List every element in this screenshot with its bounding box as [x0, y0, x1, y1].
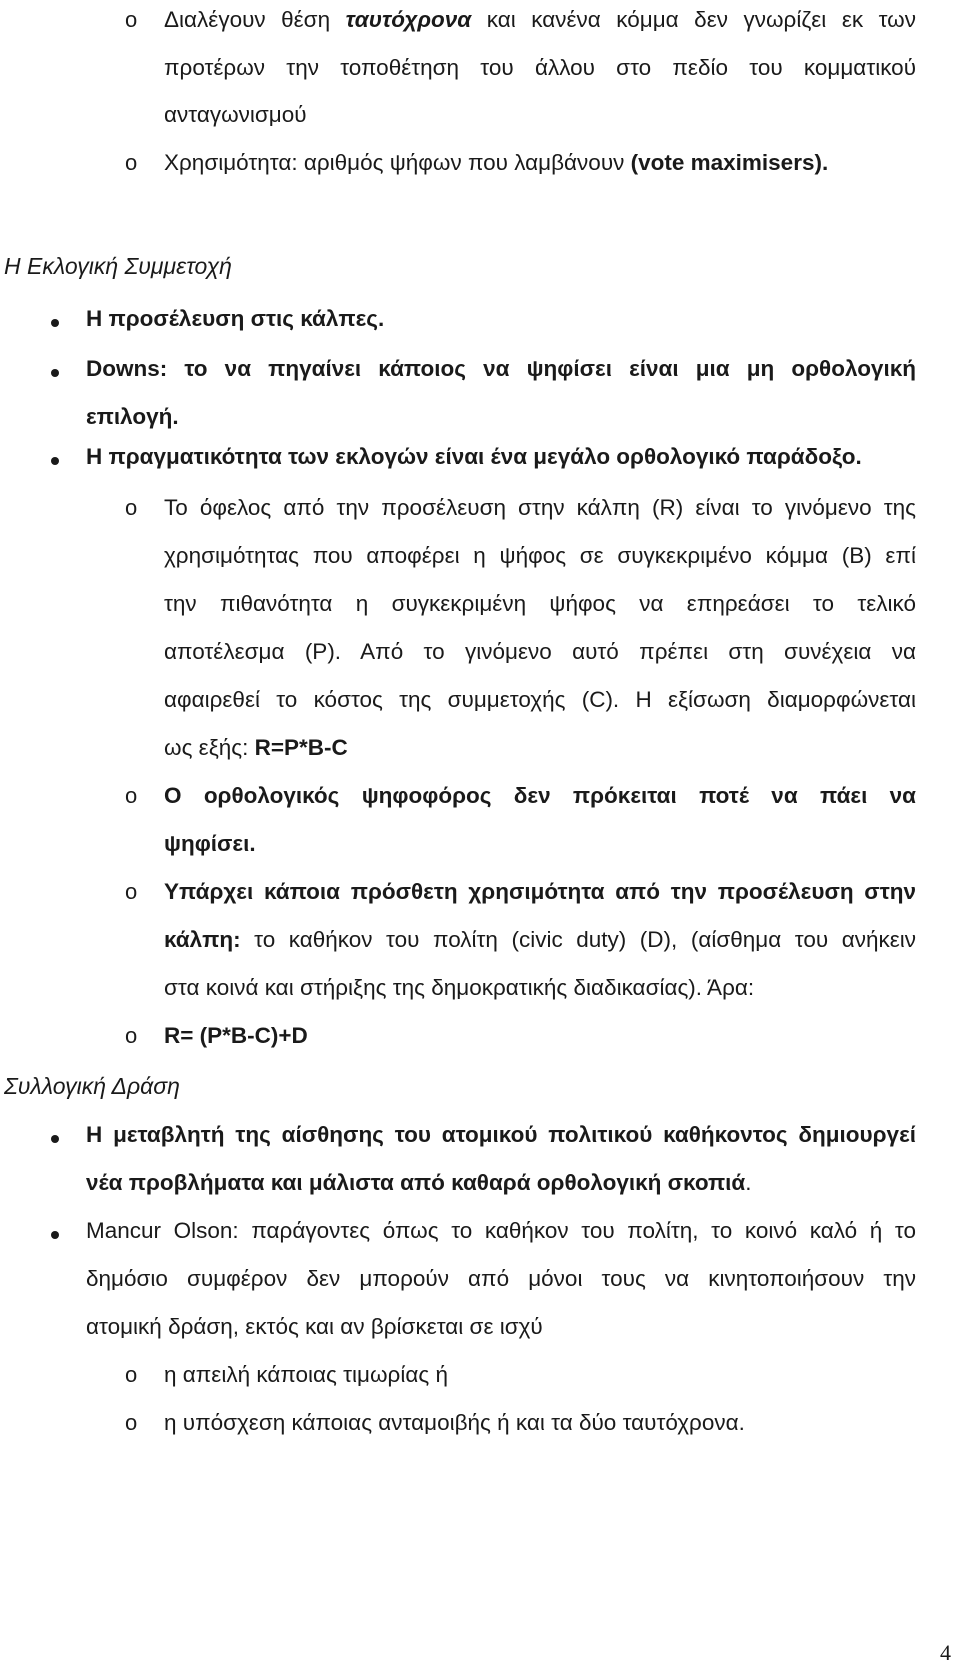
- bullet-marker: [51, 457, 59, 465]
- text-line: επιλογή.: [86, 404, 179, 429]
- bullet-marker: [51, 1135, 59, 1143]
- bullet-marker: [51, 369, 59, 377]
- sub-bullet-marker: o: [125, 495, 138, 520]
- text-line: Ο ορθολογικός ψηφοφόρος δεν πρόκειται ποτέ να πάει να: [164, 783, 916, 808]
- text-line: Η μεταβλητή της αίσθησης του ατομικού πολιτικού καθήκοντος δημιουργεί: [86, 1122, 916, 1147]
- equation: R=P*B-C: [254, 735, 348, 760]
- text-line: Το όφελος από την προσέλευση στην κάλπη (R) είναι το γινόμενο της: [164, 495, 916, 520]
- sub-bullet-marker: o: [125, 1362, 138, 1387]
- sub-bullet-marker: o: [125, 150, 138, 175]
- equation: R= (P*B-C)+D: [164, 1023, 308, 1048]
- bullet-marker: [51, 1231, 59, 1239]
- text-line: αφαιρεθεί το κόστος της συμμετοχής (C). Η εξίσωση διαμορφώνεται: [164, 687, 916, 712]
- section-heading: Η Εκλογική Συμμετοχή: [4, 253, 232, 279]
- text-line: ατομική δράση, εκτός και αν βρίσκεται σε ισχύ: [86, 1314, 543, 1339]
- text-line: Η προσέλευση στις κάλπες.: [86, 306, 385, 331]
- page-number: 4: [940, 1640, 951, 1665]
- bullet-marker: [51, 319, 59, 327]
- text-line: χρησιμότητας που αποφέρει η ψήφος σε συγκεκριμένο κόμμα (B) επί: [164, 543, 916, 568]
- text-line: προτέρων την τοποθέτηση του άλλου στο πεδίο του κομματικού: [164, 55, 916, 80]
- sub-bullet-marker: o: [125, 1410, 138, 1435]
- text-line: Χρησιμότητα: αριθμός ψήφων που λαμβάνουν (vote maximisers).: [164, 150, 829, 175]
- text-line: Mancur Olson: παράγοντες όπως το καθήκον του πολίτη, το κοινό καλό ή το: [86, 1218, 916, 1243]
- text-line: Downs: το να πηγαίνει κάποιος να ψηφίσει είναι μια μη ορθολογική: [86, 356, 916, 381]
- text-line: ανταγωνισμού: [164, 102, 307, 127]
- text-line: η απειλή κάποιας τιμωρίας ή: [164, 1362, 448, 1387]
- text-line: Η πραγματικότητα των εκλογών είναι ένα μεγάλο ορθολογικό παράδοξο.: [86, 444, 862, 469]
- sub-bullet-marker: o: [125, 783, 138, 808]
- text-line: την πιθανότητα η συγκεκριμένη ψήφος να επηρεάσει το τελικό: [164, 591, 916, 616]
- section-heading: Συλλογική Δράση: [4, 1073, 180, 1099]
- sub-bullet-marker: o: [125, 7, 138, 32]
- text-line: ψηφίσει.: [164, 831, 256, 856]
- sub-bullet-marker: o: [125, 879, 138, 904]
- text-line: η υπόσχεση κάποιας ανταμοιβής ή και τα δύο ταυτόχρονα.: [164, 1410, 745, 1435]
- text-line: δημόσιο συμφέρον δεν μπορούν από μόνοι τους να κινητοποιήσουν την: [86, 1266, 916, 1291]
- text-line: νέα προβλήματα και μάλιστα από καθαρά ορθολογική σκοπιά.: [86, 1170, 752, 1195]
- text-line: κάλπη: το καθήκον του πολίτη (civic duty) (D), (αίσθημα του ανήκειν: [164, 927, 916, 952]
- text-line: ως εξής: R=P*B-C: [164, 735, 348, 760]
- emphasis: ταυτόχρονα: [345, 7, 472, 32]
- text-line: Υπάρχει κάποια πρόσθετη χρησιμότητα από την προσέλευση στην: [164, 879, 916, 904]
- text-line: αποτέλεσμα (P). Από το γινόμενο αυτό πρέπει στη συνέχεια να: [164, 639, 916, 664]
- sub-bullet-marker: o: [125, 1023, 138, 1048]
- text-line: Διαλέγουν θέση ταυτόχρονα και κανένα κόμμα δεν γνωρίζει εκ των: [164, 7, 916, 32]
- text-line: στα κοινά και στήριξης της δημοκρατικής διαδικασίας). Άρα:: [164, 975, 755, 1000]
